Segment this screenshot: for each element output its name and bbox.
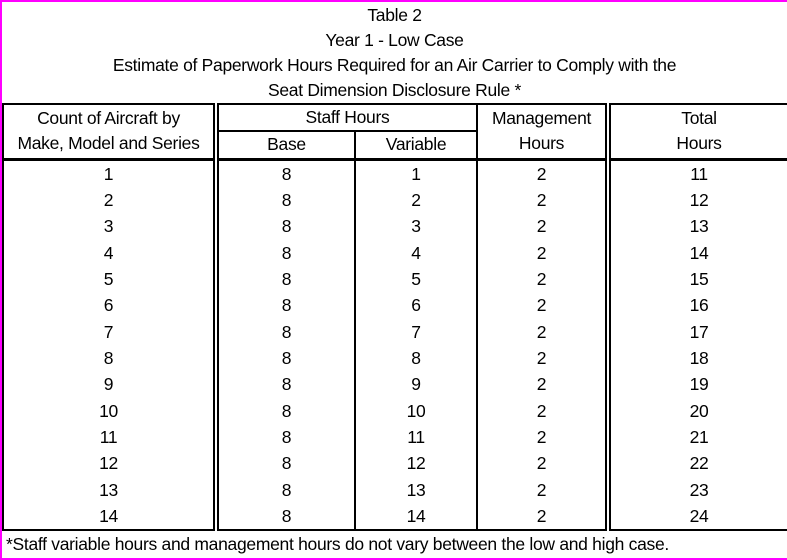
- management-hours-cell: 2: [477, 450, 608, 476]
- footnote: *Staff variable hours and management hours do not vary between the low and high case.: [6, 534, 669, 555]
- table-row: [3, 477, 787, 503]
- aircraft-count-cell: 4: [103, 242, 114, 263]
- total-hours-header: [608, 104, 787, 159]
- table-description-line2: Seat Dimension Disclosure Rule *: [267, 80, 521, 100]
- aircraft-count-cell: 13: [99, 479, 118, 500]
- aircraft-count-cell: 1: [103, 163, 114, 184]
- variable-hours-header: Variable: [355, 131, 477, 159]
- variable-hours-cell: 1: [355, 159, 477, 187]
- variable-hours-cell: 2: [355, 187, 477, 213]
- aircraft-count-cell: 6: [103, 295, 114, 316]
- management-hours-cell: 2: [477, 240, 608, 266]
- management-hours-cell: 2: [477, 398, 608, 424]
- management-hours-header-line1: Management: [491, 108, 592, 129]
- total-hours-cell: 18: [608, 345, 787, 371]
- total-hours-cell: 20: [608, 398, 787, 424]
- base-hours-cell: 8: [216, 398, 355, 424]
- staff-hours-group-header: Staff Hours: [216, 104, 477, 131]
- header-row-1: [3, 104, 787, 131]
- table-description-line1: Estimate of Paperwork Hours Required for an Air Carrier to Comply with the: [112, 55, 677, 75]
- management-hours-header: [477, 104, 608, 159]
- total-hours-header-line1: Total: [681, 108, 717, 129]
- base-hours-cell: 8: [216, 503, 355, 530]
- variable-hours-cell: 8: [355, 345, 477, 371]
- variable-hours-cell: 10: [355, 398, 477, 424]
- management-hours-header-line2: Hours: [518, 133, 565, 154]
- management-hours-cell: 2: [477, 503, 608, 530]
- table-row: [3, 503, 787, 530]
- management-hours-cell: 2: [477, 424, 608, 450]
- base-hours-cell: 8: [216, 371, 355, 397]
- aircraft-count-cell: 12: [99, 453, 118, 474]
- variable-hours-cell: 3: [355, 213, 477, 239]
- table-row: [3, 187, 787, 213]
- variable-hours-cell: 13: [355, 477, 477, 503]
- total-hours-cell: 15: [608, 266, 787, 292]
- aircraft-count-cell: 10: [99, 400, 118, 421]
- aircraft-count-cell: 8: [103, 347, 114, 368]
- aircraft-count-cell: 3: [103, 216, 114, 237]
- variable-hours-cell: 5: [355, 266, 477, 292]
- variable-hours-cell: 9: [355, 371, 477, 397]
- total-hours-cell: 13: [608, 213, 787, 239]
- table-header: [3, 104, 787, 159]
- variable-hours-cell: 7: [355, 319, 477, 345]
- table-row: [3, 213, 787, 239]
- total-hours-header-line2: Hours: [676, 133, 722, 154]
- variable-hours-cell: 14: [355, 503, 477, 530]
- total-hours-cell: 14: [608, 240, 787, 266]
- base-hours-cell: 8: [216, 213, 355, 239]
- total-hours-cell: 22: [608, 450, 787, 476]
- table-row: [3, 240, 787, 266]
- base-hours-cell: 8: [216, 424, 355, 450]
- management-hours-cell: 2: [477, 345, 608, 371]
- base-hours-cell: 8: [216, 292, 355, 318]
- base-hours-cell: 8: [216, 240, 355, 266]
- total-hours-cell: 12: [608, 187, 787, 213]
- table-row: [3, 345, 787, 371]
- base-hours-cell: 8: [216, 266, 355, 292]
- management-hours-cell: 2: [477, 371, 608, 397]
- table-row: [3, 450, 787, 476]
- base-hours-cell: 8: [216, 319, 355, 345]
- table-number-title: Table 2: [367, 5, 422, 25]
- total-hours-cell: 23: [608, 477, 787, 503]
- aircraft-count-cell: 11: [99, 426, 118, 447]
- base-hours-cell: 8: [216, 187, 355, 213]
- management-hours-cell: 2: [477, 213, 608, 239]
- base-hours-cell: 8: [216, 159, 355, 187]
- management-hours-cell: 2: [477, 187, 608, 213]
- variable-hours-cell: 4: [355, 240, 477, 266]
- aircraft-count-cell: 14: [99, 505, 118, 526]
- paperwork-hours-table: [2, 103, 787, 531]
- table-row: [3, 398, 787, 424]
- total-hours-cell: 19: [608, 371, 787, 397]
- base-hours-cell: 8: [216, 450, 355, 476]
- management-hours-cell: 2: [477, 159, 608, 187]
- management-hours-cell: 2: [477, 292, 608, 318]
- management-hours-cell: 2: [477, 266, 608, 292]
- aircraft-count-header-line1: Count of Aircraft by: [37, 108, 180, 129]
- table-row: [3, 266, 787, 292]
- aircraft-count-cell: 5: [103, 268, 114, 289]
- variable-hours-cell: 6: [355, 292, 477, 318]
- aircraft-count-header: [3, 104, 216, 159]
- aircraft-count-cell: 7: [103, 321, 114, 342]
- table-body: [3, 159, 787, 530]
- variable-hours-cell: 12: [355, 450, 477, 476]
- table-row: [3, 159, 787, 187]
- total-hours-cell: 16: [608, 292, 787, 318]
- table-row: [3, 292, 787, 318]
- table-row: [3, 371, 787, 397]
- aircraft-count-header-line2: Make, Model and Series: [17, 133, 200, 154]
- table-row: [3, 424, 787, 450]
- aircraft-count-cell: 2: [103, 189, 114, 210]
- table-row: [3, 319, 787, 345]
- table-title-block: [2, 2, 787, 103]
- management-hours-cell: 2: [477, 319, 608, 345]
- variable-hours-cell: 11: [355, 424, 477, 450]
- base-hours-cell: 8: [216, 477, 355, 503]
- base-hours-header: Base: [216, 131, 355, 159]
- aircraft-count-cell: 9: [103, 374, 114, 395]
- total-hours-cell: 17: [608, 319, 787, 345]
- table-subtitle-case: Year 1 - Low Case: [325, 30, 464, 50]
- management-hours-cell: 2: [477, 477, 608, 503]
- total-hours-cell: 21: [608, 424, 787, 450]
- total-hours-cell: 24: [608, 503, 787, 530]
- base-hours-cell: 8: [216, 345, 355, 371]
- total-hours-cell: 11: [608, 159, 787, 187]
